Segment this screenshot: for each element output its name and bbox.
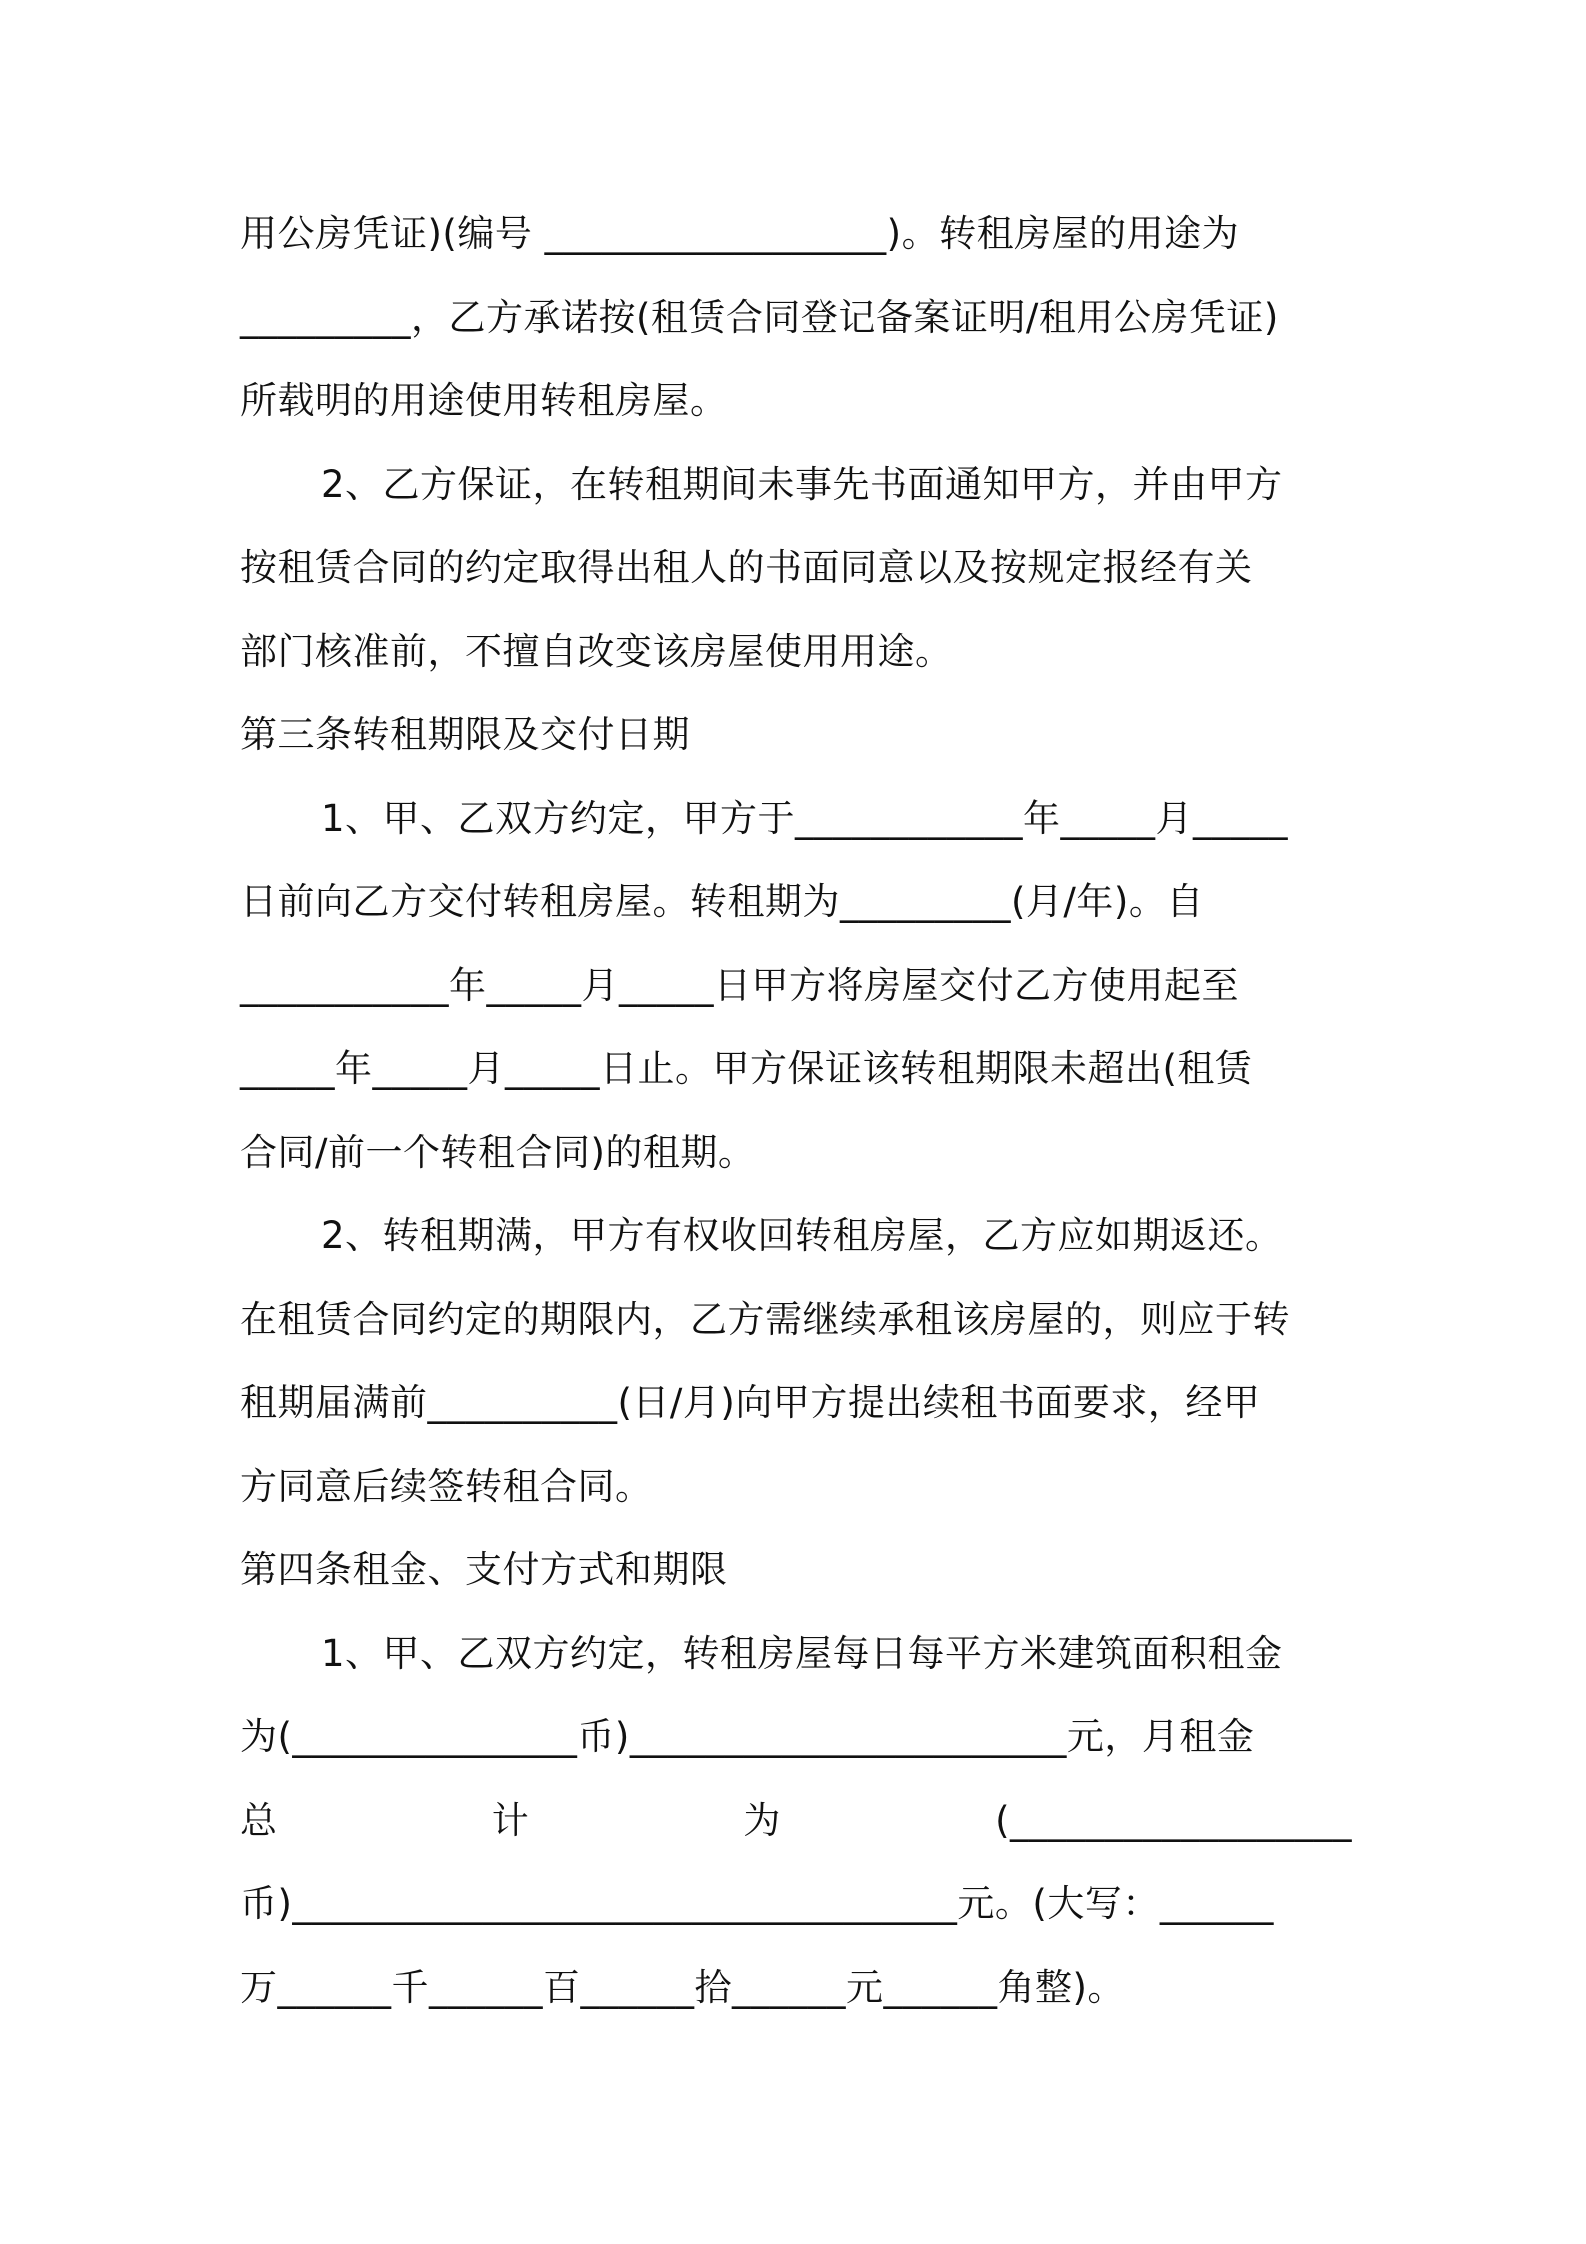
- text-line: 1、甲、乙双方约定，甲方于____________年_____月_____: [321, 796, 1289, 840]
- contract-paragraph: [240, 777, 1352, 1195]
- text-line: 第三条转租期限及交付日期: [240, 713, 690, 756]
- contract-body: [240, 192, 1352, 2029]
- text-line: 2、转租期满，甲方有权收回转租房屋，乙方应如期返还。: [321, 1214, 1283, 1257]
- text-line: 日前向乙方交付转租房屋。转租期为_________(月/年)。自: [240, 880, 1204, 923]
- text-line: 在租赁合同约定的期限内，乙方需继续承租该房屋的，则应于转: [240, 1297, 1290, 1341]
- contract-paragraph: [240, 1194, 1352, 1528]
- text-line: 所载明的用途使用转租房屋。: [240, 379, 728, 422]
- text-line: 用公房凭证)(编号 __________________)。转租房屋的用途为: [240, 212, 1240, 255]
- contract-paragraph: [240, 1612, 1352, 2030]
- text-line: 总 计 为 (__________________: [240, 1798, 1352, 1842]
- text-line: 1、甲、乙双方约定，转租房屋每日每平方米建筑面积租金: [321, 1631, 1283, 1675]
- text-line: 为(_______________币)_______________________元，月租金: [240, 1715, 1255, 1758]
- text-line: _________，乙方承诺按(租赁合同登记备案证明/租用公房凭证): [240, 295, 1279, 339]
- text-line: 第四条租金、支付方式和期限: [240, 1548, 728, 1591]
- text-line: 币)___________________________________元。(大写：______: [240, 1882, 1274, 1925]
- text-line: ___________年_____月_____日甲方将房屋交付乙方使用起至: [240, 963, 1239, 1007]
- text-line: 合同/前一个转租合同)的租期。: [240, 1130, 756, 1174]
- contract-paragraph: [240, 443, 1352, 694]
- text-line: _____年_____月_____日止。甲方保证该转租期限未超出(租赁: [240, 1047, 1253, 1090]
- section-heading: [240, 693, 1352, 777]
- text-line: 万______千______百______拾______元______角整)。: [240, 1965, 1125, 2009]
- contract-paragraph: [240, 192, 1352, 443]
- text-line: 租期届满前__________(日/月)向甲方提出续租书面要求，经甲: [240, 1381, 1261, 1424]
- text-line: 按租赁合同的约定取得出租人的书面同意以及按规定报经有关: [240, 546, 1253, 589]
- section-heading: [240, 1528, 1352, 1612]
- text-line: 部门核准前，不擅自改变该房屋使用用途。: [240, 629, 953, 673]
- text-line: 2、乙方保证，在转租期间未事先书面通知甲方，并由甲方: [321, 462, 1283, 506]
- text-line: 方同意后续签转租合同。: [240, 1464, 653, 1508]
